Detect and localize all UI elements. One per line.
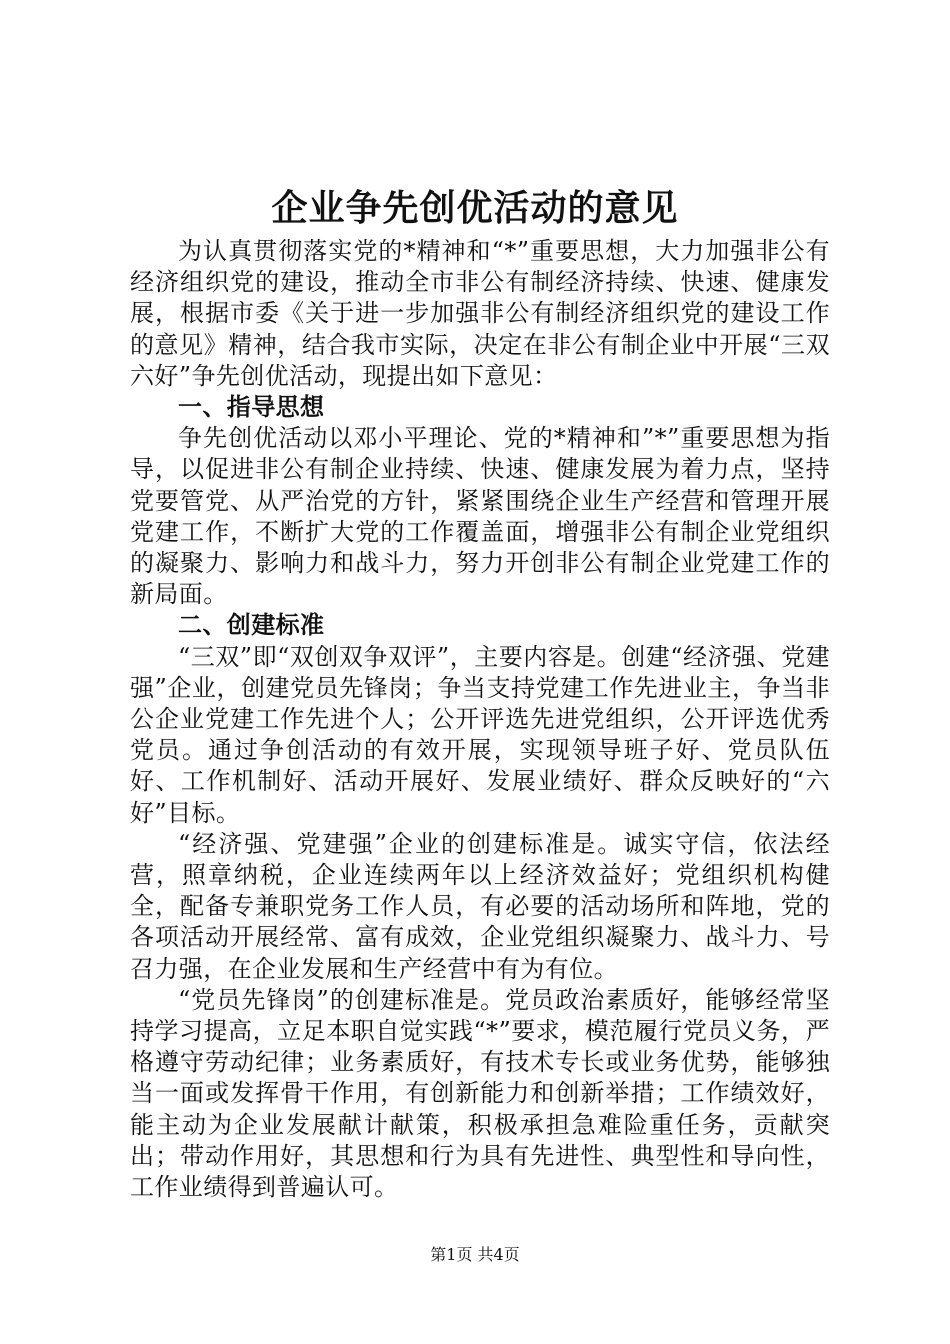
paragraph-three-doubles: “三双”即“双创双争双评”，主要内容是。创建“经济强、党建强”企业，创建党员先锋岗；争当支持党建工作先进业主，争当非公企业党建工作先进个人；公开评选先进党组织，公开评选优秀党员。通过争创活动的有效开展，实现领导班子好、党员队伍好、工作机制好、活动开展好、发展业绩好、群众反映好的“六好”目标。 bbox=[130, 642, 830, 827]
paragraph-pioneer-post-standard: “党员先锋岗”的创建标准是。党员政治素质好，能够经常坚持学习提高，立足本职自觉实践“*”要求，模范履行党员义务，严格遵守劳动纪律；业务素质好，有技术专长或业务优势，能够独当一面或发挥骨干作用，有创新能力和创新举措；工作绩效好，能主动为企业发展献计献策，积极承担急难险重任务，贡献突出；带动作用好，其思想和行为具有先进性、典型性和导向性，工作业绩得到普遍认可。 bbox=[130, 985, 830, 1202]
section-heading-guiding-ideology: 一、指导思想 bbox=[178, 393, 325, 422]
document-body bbox=[130, 236, 830, 1203]
intro-paragraph: 为认真贯彻落实党的*精神和“*”重要思想，大力加强非公有经济组织党的建设，推动全市非公有制经济持续、快速、健康发展，根据市委《关于进一步加强非公有制经济组织党的建设工作的意见》精神，结合我市实际，决定在非公有制企业中开展“三双六好”争先创优活动，现提出如下意见： bbox=[130, 237, 830, 390]
paragraph-guiding-ideology: 争先创优活动以邓小平理论、党的*精神和”*”重要思想为指导，以促进非公有制企业持续、快速、健康发展为着力点，坚持党要管党、从严治党的方针，紧紧围绕企业生产经营和管理开展党建工作，不断扩大党的工作覆盖面，增强非公有制企业党组织的凝聚力、影响力和战斗力，努力开创非公有制企业党建工作的新局面。 bbox=[130, 424, 830, 609]
document-title: 企业争先创优活动的意见 bbox=[271, 187, 679, 229]
section-heading-standards: 二、创建标准 bbox=[178, 611, 325, 640]
page-number-footer: 第1页 共4页 bbox=[430, 1245, 520, 1264]
paragraph-enterprise-standard: “经济强、党建强”企业的创建标准是。诚实守信，依法经营，照章纳税，企业连续两年以上经济效益好；党组织机构健全，配备专兼职党务工作人员，有必要的活动场所和阵地，党的各项活动开展经常、富有成效，企业党组织凝聚力、战斗力、号召力强，在企业发展和生产经营中有为有位。 bbox=[130, 829, 830, 983]
